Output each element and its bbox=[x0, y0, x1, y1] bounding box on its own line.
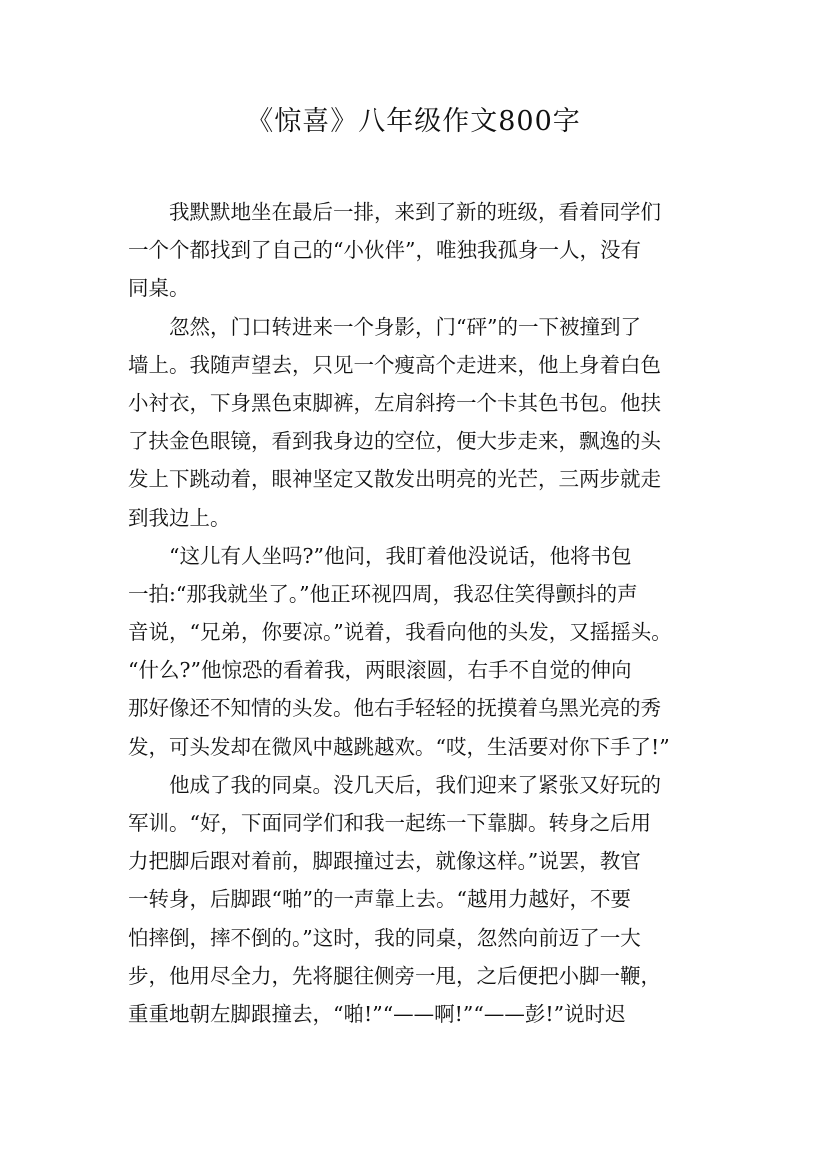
text-line: 小衬衣，下身黑色束脚裤，左肩斜挎一个卡其色书包。他扶 bbox=[128, 390, 661, 415]
text-line: 怕摔倒，摔不倒的。”这时，我的同桌，忽然向前迈了一大 bbox=[128, 925, 641, 950]
text-line: 那好像还不知情的头发。他右手轻轻的抚摸着乌黑光亮的秀 bbox=[128, 696, 661, 721]
text-line: 音说，“兄弟，你要凉。”说着，我看向他的头发，又摇摇头。 bbox=[128, 620, 672, 645]
text-line: 一转身，后脚跟“啪”的一声靠上去。“越用力越好，不要 bbox=[128, 887, 631, 912]
text-line: 他成了我的同桌。没几天后，我们迎来了紧张又好玩的 bbox=[169, 772, 661, 797]
text-line: 一个个都找到了自己的“小伙伴”，唯独我孤身一人，没有 bbox=[128, 238, 641, 263]
text-line: 忽然，门口转进来一个身影，门“砰”的一下被撞到了 bbox=[169, 314, 641, 339]
text-line: 发，可头发却在微风中越跳越欢。“哎，生活要对你下手了!” bbox=[128, 734, 670, 759]
text-line: 一拍:“那我就坐了。”他正环视四周，我忍住笑得颤抖的声 bbox=[128, 581, 638, 606]
text-line: 同桌。 bbox=[128, 276, 190, 301]
text-line: 了扶金色眼镜，看到我身边的空位，便大步走来，飘逸的头 bbox=[128, 429, 661, 454]
text-line: 力把脚后跟对着前，脚跟撞过去，就像这样。”说罢，教官 bbox=[128, 849, 641, 874]
text-line: 发上下跳动着，眼神坚定又散发出明亮的光芒，三两步就走 bbox=[128, 467, 661, 492]
body-text bbox=[128, 193, 708, 1033]
text-line: 我默默地坐在最后一排，来到了新的班级，看着同学们 bbox=[169, 200, 661, 224]
text-line: “什么?”他惊恐的看着我，两眼滚圆，右手不自觉的伸向 bbox=[128, 658, 632, 683]
text-line: 重重地朝左脚跟撞去，“啪!”“——啊!”“——彭!”说时迟 bbox=[128, 1001, 626, 1026]
text-line: “这儿有人坐吗?”他问，我盯着他没说话，他将书包 bbox=[169, 543, 632, 568]
text-line: 墙上。我随声望去，只见一个瘦高个走进来，他上身着白色 bbox=[128, 352, 661, 377]
page-title: 《惊喜》八年级作文800字 bbox=[246, 106, 581, 137]
text-line: 步，他用尽全力，先将腿往侧旁一甩，之后便把小脚一鞭， bbox=[128, 963, 661, 988]
text-line: 到我边上。 bbox=[128, 505, 231, 530]
text-line: 军训。“好，下面同学们和我一起练一下靠脚。转身之后用 bbox=[128, 811, 651, 835]
